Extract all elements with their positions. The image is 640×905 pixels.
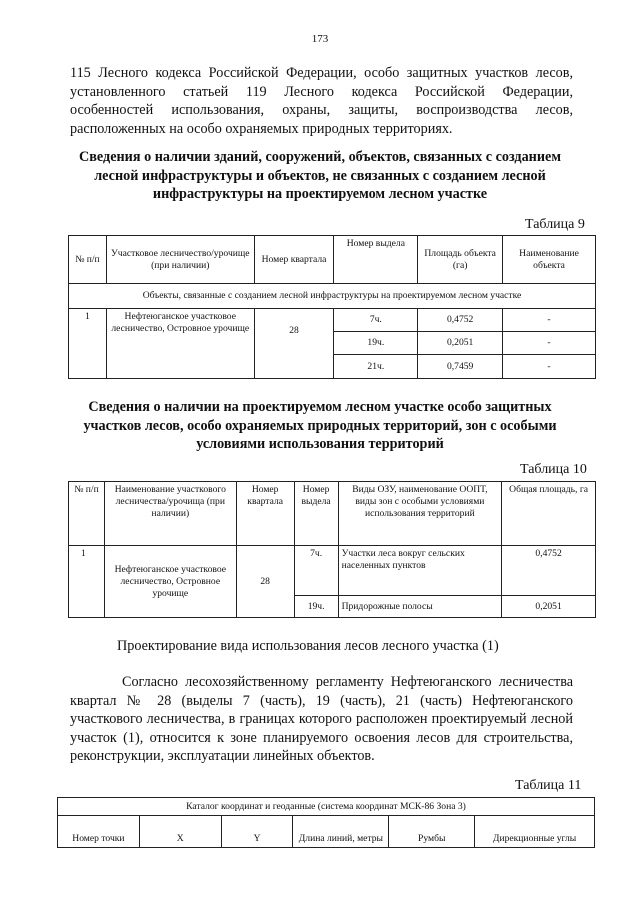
table-cell-area: 0,4752 [418,309,503,332]
table-header-cell: Дирекционные углы [475,816,595,848]
table-cell-area: 0,2051 [502,596,596,618]
table-header-cell: Номер точки [58,816,140,848]
table-9 [68,235,596,379]
table-header-cell: Номер выдела [294,482,338,546]
table-cell-num: 1 [69,546,105,618]
table-cell-plot: 19ч. [294,596,338,618]
table-section-row: Объекты, связанные с созданием лесной инфраструктуры на проектируемом лесном участке [69,284,596,309]
table-cell-type: Участки леса вокруг сельских населенных пунктов [338,546,502,596]
table-cell-plot: 7ч. [334,309,418,332]
table-header-cell: Виды ОЗУ, наименование ООПТ, виды зон с особыми условиями использования территорий [338,482,502,546]
table-cell-name: - [503,355,596,379]
table-header-cell: X [139,816,221,848]
table-cell-plot: 7ч. [294,546,338,596]
table-header-cell: Номер выдела [334,236,418,284]
table-cell-name: - [503,332,596,355]
heading-protected-areas: Сведения о наличии на проектируемом лесном участке особо защитных участков лесов, особо охраняемых природных территорий, зон с особыми условиями использования территорий [83,399,557,453]
table-cell-quarter: 28 [236,546,294,618]
table-cell-plot: 19ч. [334,332,418,355]
table-header-cell: Участковое лесничество/урочище (при наличии) [106,236,254,284]
table-header-cell: Длина линий, метры [293,816,389,848]
table-header-cell: Наименование участкового лесничества/урочища (при наличии) [104,482,236,546]
table-header-cell: № п/п [69,482,105,546]
table-cell-area: 0,2051 [418,332,503,355]
table11-caption: Таблица 11 [515,778,582,793]
table10-caption: Таблица 10 [520,462,587,477]
table-header-cell: Y [221,816,293,848]
table11-title: Каталог координат и геоданные (система координат МСК-86 Зона 3) [58,798,595,816]
table-cell-plot: 21ч. [334,355,418,379]
table-header-cell: Площадь объекта (га) [418,236,503,284]
table-header-cell: Наименование объекта [503,236,596,284]
table-cell-type: Придорожные полосы [338,596,502,618]
heading-buildings: Сведения о наличии зданий, сооружений, объектов, связанных с созданием лесной инфраструктуры и объектов, не связанных с созданием лесной инфраструктуры на проектируемом лесном участке [79,149,561,203]
table-11 [57,797,595,848]
table-header-cell: № п/п [69,236,107,284]
table-header-cell: Номер квартала [236,482,294,546]
table-header-cell: Номер квартала [254,236,334,284]
table-cell-forestry: Нефтеюганское участковое лесничество, Островное урочище [104,546,236,618]
table-10 [68,481,596,618]
table-cell-num: 1 [69,309,107,379]
table-header-cell: Румбы [389,816,475,848]
page-number: 173 [311,33,329,45]
table-cell-forestry: Нефтеюганское участковое лесничество, Островное урочище [106,309,254,379]
table-cell-name: - [503,309,596,332]
table-cell-area: 0,7459 [418,355,503,379]
table-cell-quarter: 28 [254,309,334,379]
table-header-cell: Общая площадь, га [502,482,596,546]
table-cell-area: 0,4752 [502,546,596,596]
intro-paragraph: 115 Лесного кодекса Российской Федерации, особо защитных участков лесов, установленного статьей 119 Лесного кодекса Российской Федерации, особенностей использования, охраны, защиты, воспроизводства лесов, расположенных на особо охраняемых природных территориях. [70,65,573,137]
body-paragraph: Согласно лесохозяйственному регламенту Нефтеюганского лесничества квартал № 28 (выделы 7 (часть), 19 (часть), 21 (часть) Нефтеюганского участкового лесничества, в границах которого расположен проектируемый лесной участок (1), относится к зоне планируемого освоения лесов для строительства, реконструкции, эксплуатации линейных объектов. [70,674,573,765]
heading-forest-use: Проектирование вида использования лесов лесного участка (1) [117,638,499,654]
table9-caption: Таблица 9 [525,217,585,232]
